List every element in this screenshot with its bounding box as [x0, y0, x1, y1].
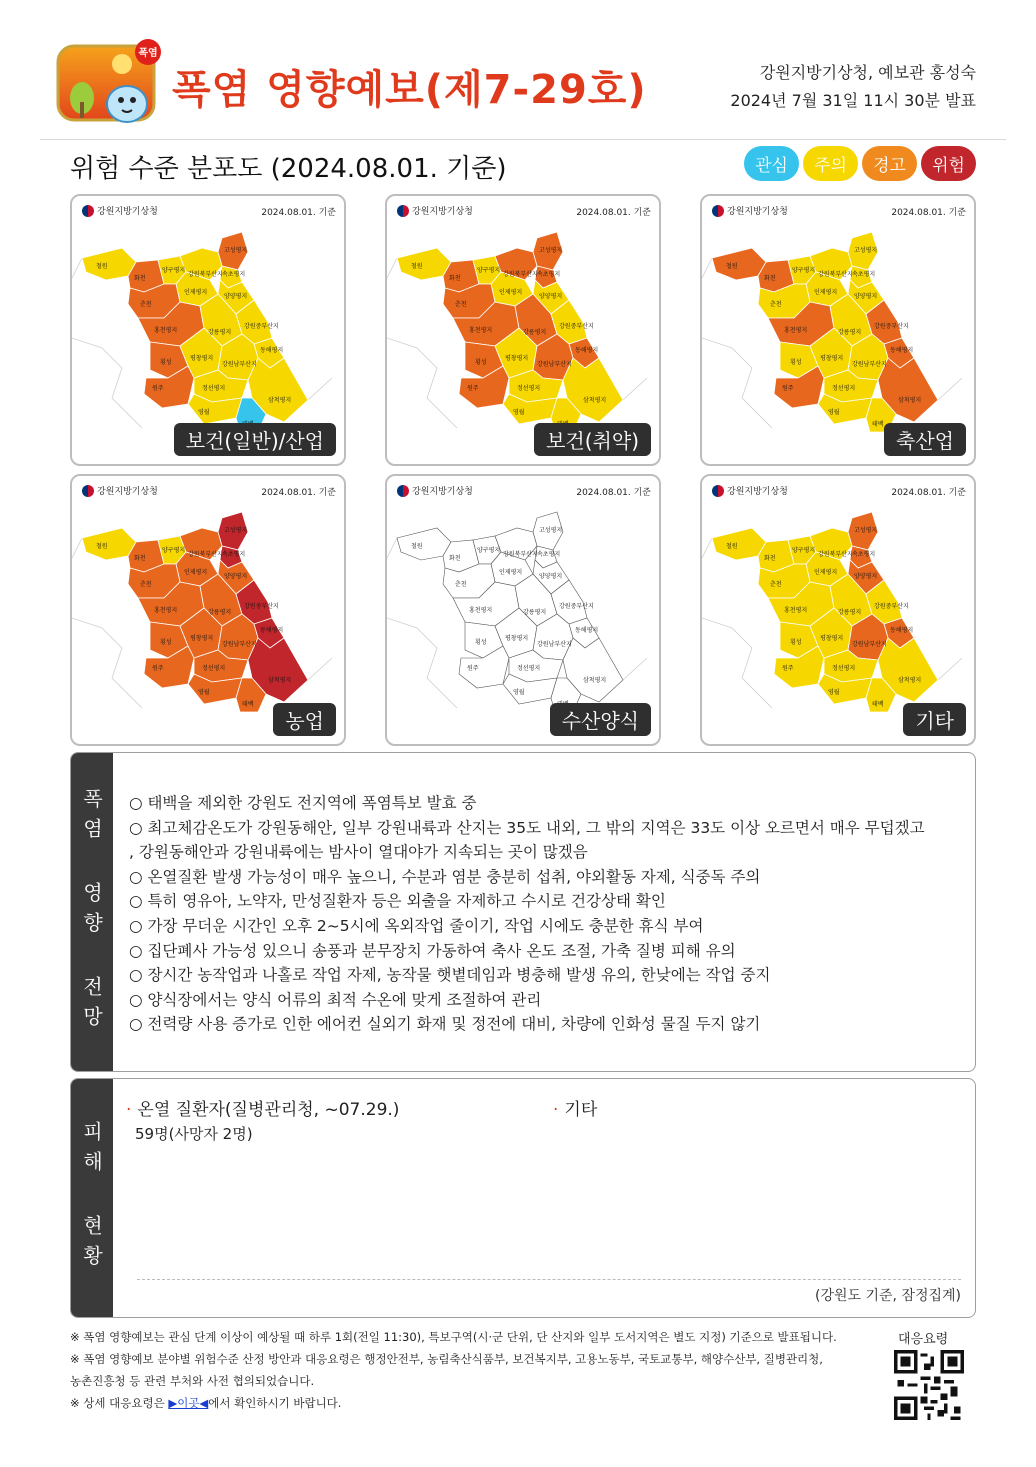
region-label: 강원남부산지 [852, 361, 887, 368]
region-label: 고성평지 [224, 247, 248, 254]
region-label: 인제평지 [499, 569, 523, 576]
map-date: 2024.08.01. 기준 [891, 208, 966, 218]
agency-name: 강원지방기상청 [97, 487, 158, 497]
region-label: 영월 [828, 409, 840, 416]
region-label: 강원북부산지 [503, 551, 538, 558]
map-label-other: 기타 [903, 703, 966, 736]
qr-code-icon[interactable] [894, 1350, 964, 1420]
agency-logo [397, 204, 473, 217]
region-label: 강원중부산지 [559, 603, 594, 610]
region-label: 인제평지 [184, 569, 208, 576]
region-cheorwon [397, 528, 451, 560]
map-card [700, 194, 976, 466]
region-label: 삼척평지 [268, 677, 292, 684]
forecast-item: ○ 가장 무더운 시간인 오후 2~5시에 옥외작업 줄이기, 작업 시에도 충분한 휴식 부여 [129, 916, 704, 935]
region-label: 춘천 [770, 581, 782, 588]
map-label-health-general: 보건(일반)/산업 [174, 423, 336, 456]
region-label: 고성평지 [854, 247, 878, 254]
map-label-aquaculture: 수산양식 [550, 703, 651, 736]
region-label: 강원중부산지 [874, 603, 909, 610]
region-label: 원주 [152, 665, 164, 672]
footnote-2: ※ 폭염 영향예보 분야별 위험수준 산정 방안과 대응요령은 행정안전부, 농림축산식품부, 보건복지부, 고용노동부, 국토교통부, 해양수산부, 질병관리청, [70, 1352, 823, 1366]
agency-name: 강원지방기상청 [727, 207, 788, 217]
region-cheorwon [397, 248, 451, 280]
heat-illness-label: · 온열 질환자(질병관리청, ~07.29.) [126, 1100, 400, 1120]
map-label-agriculture: 농업 [273, 703, 336, 736]
page-title: 폭염 영향예보(제7-29호) [172, 67, 647, 113]
region-label: 고성평지 [224, 527, 248, 534]
region-label: 속초평지 [852, 271, 876, 278]
region-label: 철원 [411, 543, 423, 550]
region-label: 강원남부산지 [222, 361, 257, 368]
region-label: 강원중부산지 [244, 323, 279, 330]
map-date: 2024.08.01. 기준 [576, 488, 651, 498]
region-label: 삼척평지 [268, 397, 292, 404]
region-label: 원주 [467, 385, 479, 392]
agency-logo [397, 484, 473, 497]
taegeuk-icon [82, 485, 94, 497]
footnote-4-pre: ※ 상세 대응요령은 [70, 1396, 169, 1410]
region-label: 강원남부산지 [222, 641, 257, 648]
region-label: 홍천평지 [154, 327, 178, 334]
gangwon-risk-map [387, 218, 659, 440]
header [40, 20, 1006, 140]
region-label: 양양평지 [854, 573, 878, 580]
footnote-4-post: 에서 확인하시기 바랍니다. [208, 1396, 342, 1410]
legend-caution: 주의 [803, 146, 858, 181]
region-label: 속초평지 [852, 551, 876, 558]
agency-logo [82, 204, 158, 217]
region-label: 강원북부산지 [818, 551, 853, 558]
damage-note: (강원도 기준, 잠정집계) [815, 1288, 961, 1304]
region-label: 평창평지 [505, 635, 529, 642]
region-label: 양구평지 [792, 267, 816, 274]
region-cheorwon [712, 248, 766, 280]
taegeuk-icon [712, 485, 724, 497]
forecast-item: ○ 온열질환 발생 가능성이 매우 높으니, 수분과 염분 충분히 섭취, 야외활동 자제, 식중독 주의 [129, 867, 761, 886]
region-label: 원주 [467, 665, 479, 672]
region-label: 화천 [764, 555, 776, 562]
taegeuk-icon [712, 205, 724, 217]
region-label: 동해평지 [260, 627, 284, 634]
map-card [385, 474, 661, 746]
map-card [70, 474, 346, 746]
region-label: 횡성 [160, 359, 172, 366]
agency-name: 강원지방기상청 [97, 207, 158, 217]
legend-danger: 위험 [921, 146, 976, 181]
region-label: 강원남부산지 [537, 361, 572, 368]
issuer: 강원지방기상청, 예보관 홍성숙 [759, 63, 976, 82]
region-label: 삼척평지 [583, 397, 607, 404]
gangwon-risk-map [702, 218, 974, 440]
region-label: 홍천평지 [784, 607, 808, 614]
region-label: 속초평지 [537, 271, 561, 278]
region-label: 정선평지 [517, 385, 541, 392]
region-label: 횡성 [160, 639, 172, 646]
region-label: 강릉평지 [838, 609, 862, 616]
region-label: 양양평지 [854, 293, 878, 300]
forecast-item: ○ 집단폐사 가능성 있으니 송풍과 분무장치 가동하여 축사 온도 조절, 가축 질병 피해 유의 [129, 941, 736, 960]
region-label: 화천 [134, 555, 146, 562]
agency-logo [82, 484, 158, 497]
taegeuk-icon [397, 485, 409, 497]
qr-label: 대응요령 [898, 1332, 949, 1347]
region-label: 평창평지 [190, 635, 214, 642]
region-label: 강릉평지 [523, 609, 547, 616]
region-label: 양양평지 [224, 573, 248, 580]
agency-name: 강원지방기상청 [412, 207, 473, 217]
region-label: 영월 [198, 409, 210, 416]
region-label: 동해평지 [260, 347, 284, 354]
region-label: 영월 [828, 689, 840, 696]
region-label: 철원 [726, 543, 738, 550]
region-label: 횡성 [475, 639, 487, 646]
footnote-1: ※ 폭염 영향예보는 관심 단계 이상이 예상될 때 하루 1회(전일 11:30), 특보구역(시·군 단위, 단 산지와 일부 도서지역은 별도 지정) 기준으로 발표됩니다. [70, 1330, 837, 1344]
region-label: 삼척평지 [898, 397, 922, 404]
other-damage-label-text: 기타 [564, 1100, 598, 1120]
map-card [385, 194, 661, 466]
region-label: 평창평지 [820, 355, 844, 362]
region-label: 춘천 [140, 581, 152, 588]
region-label: 원주 [782, 385, 794, 392]
risk-legend [744, 146, 976, 181]
region-label: 강원중부산지 [559, 323, 594, 330]
region-label: 속초평지 [222, 271, 246, 278]
map-date: 2024.08.01. 기준 [576, 208, 651, 218]
forecast-item: ○ 양식장에서는 양식 어류의 최적 수온에 맞게 조절하여 관리 [129, 990, 542, 1009]
region-label: 원주 [152, 385, 164, 392]
agency-name: 강원지방기상청 [412, 487, 473, 497]
region-label: 평창평지 [190, 355, 214, 362]
taegeuk-icon [397, 205, 409, 217]
region-label: 홍천평지 [784, 327, 808, 334]
region-label: 횡성 [790, 359, 802, 366]
region-label: 평창평지 [820, 635, 844, 642]
region-label: 속초평지 [222, 551, 246, 558]
region-label: 강원북부산지 [188, 271, 223, 278]
heatwave-mascot-logo [52, 36, 170, 136]
region-label: 고성평지 [539, 247, 563, 254]
region-label: 양양평지 [224, 293, 248, 300]
region-label: 평창평지 [505, 355, 529, 362]
section-title: 위험 수준 분포도 (2024.08.01. 기준) [70, 154, 507, 184]
region-label: 화천 [764, 275, 776, 282]
map-label-health-vulnerable: 보건(취약) [534, 423, 651, 456]
issued-time: 2024년 7월 31일 11시 30분 발표 [730, 91, 976, 110]
region-label: 강원북부산지 [818, 271, 853, 278]
region-label: 인제평지 [499, 289, 523, 296]
region-label: 횡성 [475, 359, 487, 366]
region-label: 철원 [96, 543, 108, 550]
forecast-item: ○ 태백을 제외한 강원도 전지역에 폭염특보 발효 중 [129, 794, 477, 812]
region-label: 양양평지 [539, 573, 563, 580]
forecast-item: ○ 장시간 농작업과 나홀로 작업 자제, 농작물 햇볕데임과 병충해 발생 유의, 한낮에는 작업 중지 [129, 966, 771, 985]
region-label: 정선평지 [517, 665, 541, 672]
region-label: 태백 [242, 701, 254, 708]
map-card [700, 474, 976, 746]
region-label: 횡성 [790, 639, 802, 646]
damage-side-label [71, 1079, 113, 1317]
region-label: 홍천평지 [469, 607, 493, 614]
gangwon-risk-map [387, 498, 659, 720]
region-label: 삼척평지 [583, 677, 607, 684]
region-label: 영월 [513, 689, 525, 696]
region-label: 인제평지 [814, 569, 838, 576]
map-card [70, 194, 346, 466]
gangwon-risk-map [72, 498, 344, 720]
legend-warning: 경고 [862, 146, 917, 181]
region-label: 태백 [872, 701, 884, 708]
forecast-section [70, 752, 976, 1072]
other-damage-label: · 기타 [553, 1100, 598, 1120]
damage-section [70, 1078, 976, 1318]
forecast-side-label [71, 753, 113, 1071]
region-label: 양구평지 [162, 267, 186, 274]
map-date: 2024.08.01. 기준 [261, 488, 336, 498]
region-label: 영월 [198, 689, 210, 696]
region-label: 화천 [449, 555, 461, 562]
region-label: 동해평지 [575, 347, 599, 354]
region-label: 춘천 [140, 301, 152, 308]
region-label: 강원남부산지 [537, 641, 572, 648]
region-cheorwon [82, 528, 136, 560]
legend-watch: 관심 [744, 146, 799, 181]
heat-illness-label-text: 온열 질환자(질병관리청, ~07.29.) [137, 1100, 400, 1120]
region-label: 춘천 [770, 301, 782, 308]
region-label: 인제평지 [184, 289, 208, 296]
region-label: 철원 [411, 263, 423, 270]
region-label: 인제평지 [814, 289, 838, 296]
region-label: 원주 [782, 665, 794, 672]
region-label: 철원 [96, 263, 108, 270]
footnote-3: 농촌진흥청 등 관련 부처와 사전 협의되었습니다. [70, 1374, 315, 1388]
forecast-item: , 강원동해안과 강원내륙에는 밤사이 열대야가 지속되는 곳이 많겠음 [129, 843, 588, 862]
footnotes [70, 1326, 870, 1414]
map-label-livestock: 축산업 [884, 423, 966, 456]
region-label: 춘천 [455, 301, 467, 308]
region-label: 강릉평지 [523, 329, 547, 336]
forecast-item: ○ 최고체감온도가 강원동해안, 일부 강원내륙과 산지는 35도 내외, 그 밖의 지역은 33도 이상 오르면서 매우 무덥겠고 [129, 818, 925, 837]
damage-heading: 피해 현황 [79, 1121, 104, 1275]
region-label: 영월 [513, 409, 525, 416]
forecast-heading: 폭염 영향 전망 [79, 788, 104, 1036]
region-label: 양양평지 [539, 293, 563, 300]
region-label: 화천 [134, 275, 146, 282]
region-label: 홍천평지 [154, 607, 178, 614]
region-label: 양구평지 [162, 547, 186, 554]
forecast-item: ○ 특히 영유아, 노약자, 만성질환자 등은 외출을 자제하고 수시로 건강상태 확인 [129, 892, 666, 911]
region-label: 철원 [726, 263, 738, 270]
agency-logo [712, 484, 788, 497]
map-date: 2024.08.01. 기준 [891, 488, 966, 498]
region-cheorwon [82, 248, 136, 280]
divider [137, 1279, 961, 1280]
region-label: 강릉평지 [208, 329, 232, 336]
region-label: 강릉평지 [838, 329, 862, 336]
gangwon-risk-map [702, 498, 974, 720]
taegeuk-icon [82, 205, 94, 217]
footnote-4 [70, 1392, 870, 1414]
region-label: 고성평지 [854, 527, 878, 534]
region-label: 정선평지 [202, 385, 226, 392]
region-label: 속초평지 [537, 551, 561, 558]
forecast-item: ○ 전력량 사용 증가로 인한 에어컨 실외기 화재 및 정전에 대비, 차량에 인화성 물질 두지 않기 [129, 1015, 761, 1034]
agency-name: 강원지방기상청 [727, 487, 788, 497]
gangwon-risk-map [72, 218, 344, 440]
region-label: 춘천 [455, 581, 467, 588]
region-label: 강원북부산지 [503, 271, 538, 278]
region-label: 홍천평지 [469, 327, 493, 334]
region-label: 태백 [872, 421, 884, 428]
region-label: 정선평지 [832, 385, 856, 392]
region-label: 정선평지 [832, 665, 856, 672]
region-label: 동해평지 [575, 627, 599, 634]
region-label: 양구평지 [477, 547, 501, 554]
heat-illness-count: 59명(사망자 2명) [135, 1125, 253, 1143]
region-label: 강원중부산지 [874, 323, 909, 330]
region-label: 양구평지 [477, 267, 501, 274]
region-label: 동해평지 [890, 627, 914, 634]
badge-text: 폭염 [138, 48, 158, 59]
region-label: 고성평지 [539, 527, 563, 534]
map-date: 2024.08.01. 기준 [261, 208, 336, 218]
region-label: 강원북부산지 [188, 551, 223, 558]
region-label: 강릉평지 [208, 609, 232, 616]
region-label: 화천 [449, 275, 461, 282]
response-guide-link[interactable]: ▶이곳◀ [168, 1396, 209, 1410]
region-cheorwon [712, 528, 766, 560]
region-label: 강원남부산지 [852, 641, 887, 648]
region-label: 강원중부산지 [244, 603, 279, 610]
agency-logo [712, 204, 788, 217]
region-label: 동해평지 [890, 347, 914, 354]
region-label: 삼척평지 [898, 677, 922, 684]
region-label: 양구평지 [792, 547, 816, 554]
forecast-list [129, 791, 965, 1037]
region-label: 정선평지 [202, 665, 226, 672]
